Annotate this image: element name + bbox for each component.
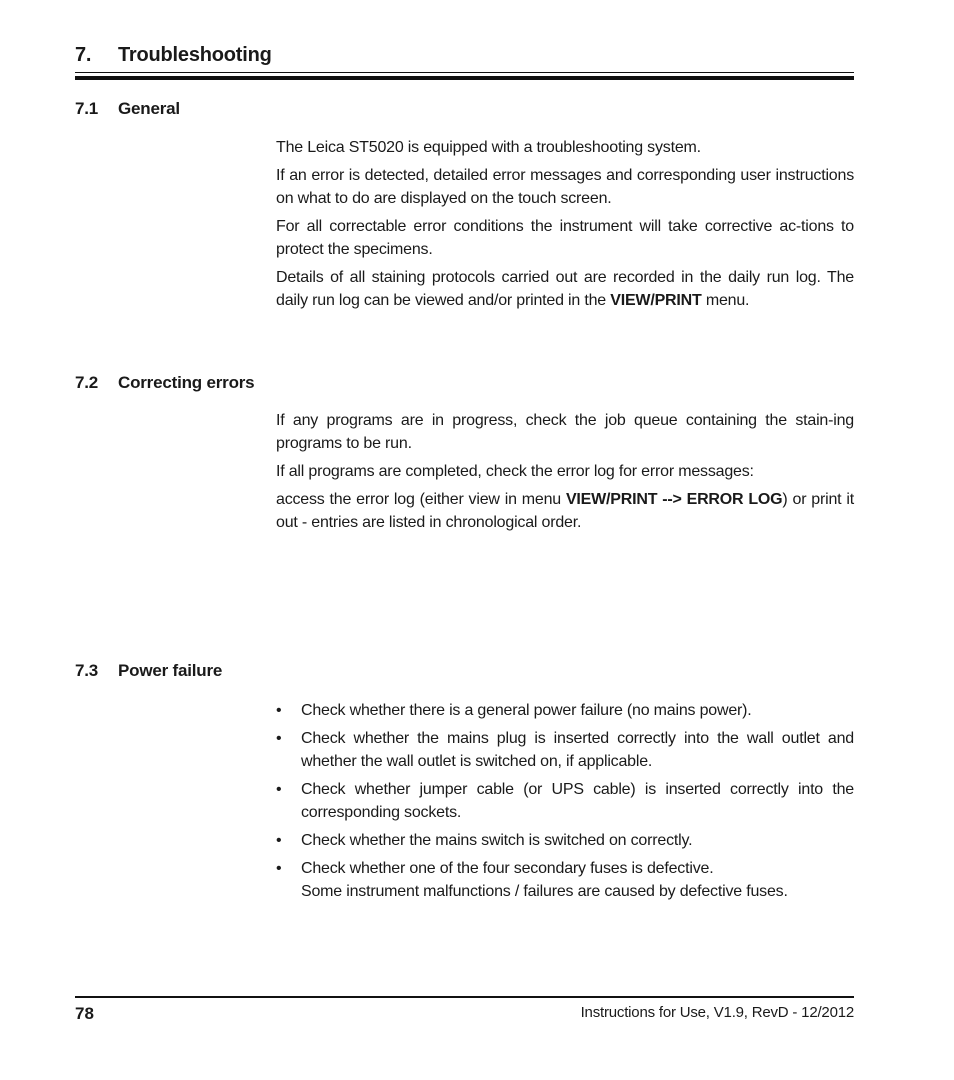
list-item-text: Check whether jumper cable (or UPS cable) is inserted correctly into the corresponding sockets. <box>301 781 854 821</box>
bullet-icon: • <box>276 702 282 719</box>
section-heading-correcting-errors <box>75 373 254 393</box>
chapter-heading <box>75 44 854 67</box>
section-body-correcting-errors <box>276 409 854 539</box>
bullet-icon: • <box>276 730 282 747</box>
list-item <box>276 699 854 722</box>
paragraph: The Leica ST5020 is equipped with a troubleshooting system. <box>276 139 701 156</box>
chapter-title: Troubleshooting <box>118 44 272 66</box>
bullet-icon: • <box>276 860 282 877</box>
document-version: Instructions for Use, V1.9, RevD - 12/2012 <box>580 1004 854 1021</box>
section-title: General <box>118 99 180 118</box>
chapter-number: 7. <box>75 44 92 66</box>
section-number: 7.3 <box>75 661 99 680</box>
paragraph: If an error is detected, detailed error messages and corresponding user instructions on what to do are displayed on the touch screen. <box>276 167 854 207</box>
menu-path-error-log: VIEW/PRINT --> ERROR LOG <box>565 491 783 508</box>
paragraph-text: access the error log (either view in menu <box>276 491 566 508</box>
list-item-text: Check whether one of the four secondary fuses is defective. <box>301 860 714 877</box>
section-number: 7.2 <box>75 373 99 392</box>
list-item-text: Check whether the mains switch is switched on correctly. <box>301 832 693 849</box>
section-heading-power-failure <box>75 661 222 681</box>
section-number: 7.1 <box>75 99 99 118</box>
list-item-text: Check whether there is a general power failure (no mains power). <box>301 702 752 719</box>
section-body-power-failure <box>276 699 854 908</box>
paragraph: For all correctable error conditions the instrument will take corrective ac-tions to protect the specimens. <box>276 218 854 258</box>
section-title: Power failure <box>118 661 223 680</box>
paragraph: If all programs are completed, check the error log for error messages: <box>276 463 754 480</box>
list-item <box>276 727 854 773</box>
chapter-rule-thin <box>75 72 854 73</box>
bullet-icon: • <box>276 781 282 798</box>
list-item <box>276 829 854 852</box>
paragraph <box>276 488 854 534</box>
bullet-icon: • <box>276 832 282 849</box>
list-item-note: Some instrument malfunctions / failures are caused by defective fuses. <box>301 883 788 900</box>
section-body-general <box>276 136 854 317</box>
page-number: 78 <box>75 1004 94 1023</box>
section-title: Correcting errors <box>118 373 255 392</box>
menu-name-view-print: VIEW/PRINT <box>610 292 702 309</box>
paragraph <box>276 266 854 312</box>
paragraph: If any programs are in progress, check the job queue containing the stain-ing programs to be run. <box>276 412 854 452</box>
power-failure-checklist <box>276 699 854 903</box>
list-item-text: Check whether the mains plug is inserted correctly into the wall outlet and whether the wall outlet is switched on, if applicable. <box>301 730 854 770</box>
paragraph-text: menu. <box>701 292 750 309</box>
section-heading-general <box>75 99 180 119</box>
list-item <box>276 778 854 824</box>
paragraph-text: ) or print it out - entries are listed in chronological order. <box>276 491 854 531</box>
list-item <box>276 857 854 903</box>
paragraph-text: Details of all staining protocols carried out are recorded in the daily run log. The daily run log can be viewed and/or printed in the <box>276 269 854 309</box>
chapter-rule-thick <box>75 76 854 80</box>
footer-rule <box>75 996 854 998</box>
